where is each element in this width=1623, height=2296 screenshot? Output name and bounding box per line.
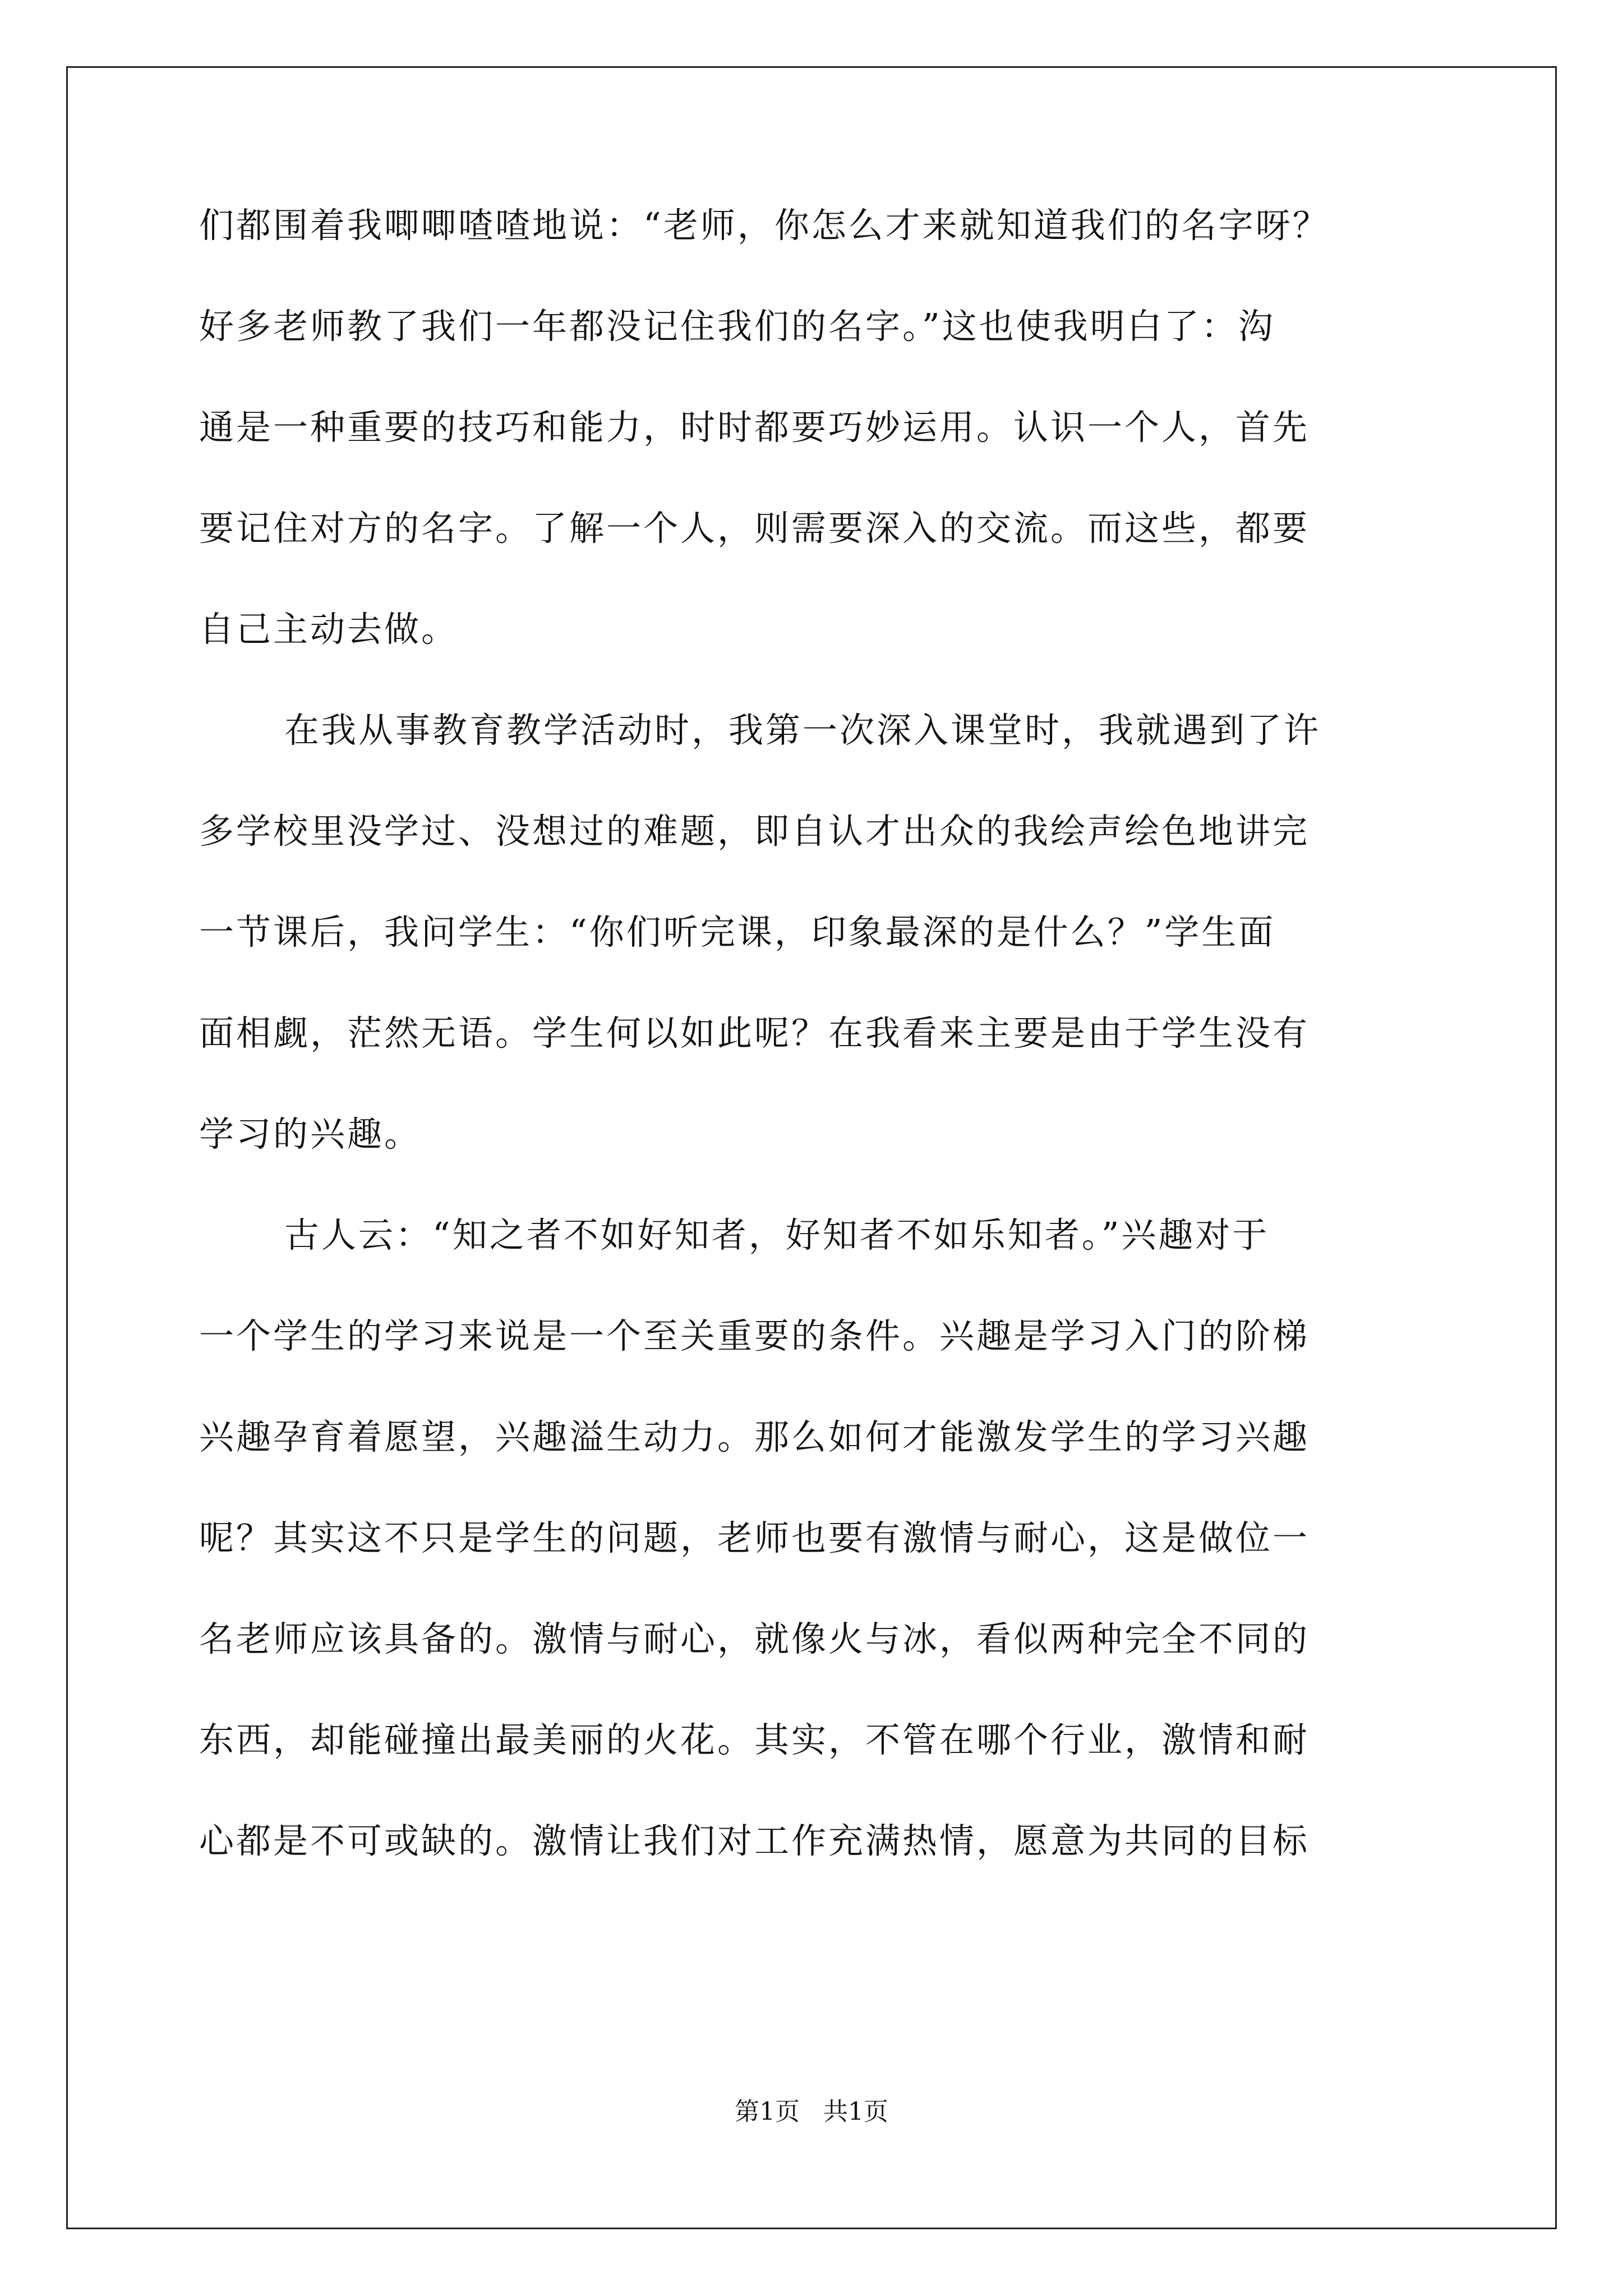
- text-line: 面相觑，茫然无语。学生何以如此呢？在我看来主要是由于学生没有: [199, 1013, 1310, 1053]
- paragraph-first-line: 在我从事教育教学活动时，我第一次深入课堂时，我就遇到了许: [284, 710, 1321, 751]
- text-line: 心都是不可或缺的。激情让我们对工作充满热情，愿意为共同的目标: [199, 1820, 1310, 1861]
- text-line: 自己主动去做。: [199, 609, 459, 650]
- text-line: 多学校里没学过、没想过的难题，即自认才出众的我绘声绘色地讲完: [199, 811, 1310, 852]
- text-line: 要记住对方的名字。了解一个人，则需要深入的交流。而这些，都要: [199, 508, 1310, 549]
- text-line: 名老师应该具备的。激情与耐心，就像火与冰，看似两种完全不同的: [199, 1618, 1310, 1659]
- text-line: 好多老师教了我们一年都没记住我们的名字。”这也使我明白了：沟: [199, 306, 1275, 347]
- text-line: 通是一种重要的技巧和能力，时时都要巧妙运用。认识一个人，首先: [199, 407, 1310, 448]
- text-line: 东西，却能碰撞出最美丽的火花。其实，不管在哪个行业，激情和耐: [199, 1719, 1310, 1760]
- text-line: 兴趣孕育着愿望，兴趣溢生动力。那么如何才能激发学生的学习兴趣: [199, 1416, 1310, 1457]
- text-line: 学习的兴趣。: [199, 1114, 422, 1154]
- text-line: 呢？其实这不只是学生的问题，老师也要有激情与耐心，这是做位一: [199, 1517, 1310, 1558]
- text-line: 们都围着我唧唧喳喳地说：“老师，你怎么才来就知道我们的名字呀？: [199, 205, 1330, 246]
- text-line: 一个学生的学习来说是一个至关重要的条件。兴趣是学习入门的阶梯: [199, 1315, 1310, 1356]
- paragraph-first-line: 古人云：“知之者不如好知者，好知者不如乐知者。”兴趣对于: [284, 1214, 1270, 1255]
- page-footer: 第1页 共1页: [735, 2097, 888, 2126]
- body-text: [199, 197, 1433, 1914]
- text-line: 一节课后，我问学生：“你们听完课，印象最深的是什么？”学生面: [199, 912, 1276, 953]
